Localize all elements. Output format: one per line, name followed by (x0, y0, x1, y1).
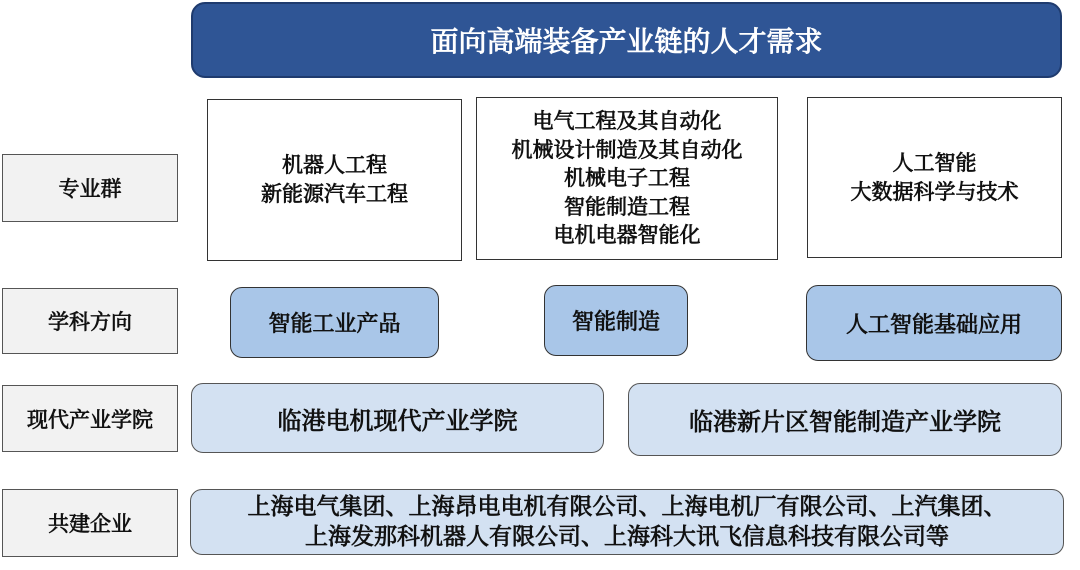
group-box-3 (807, 97, 1062, 258)
enterprise-line: 上海电气集团、上海昂电电机有限公司、上海电机厂有限公司、上汽集团、 (247, 494, 1007, 520)
group-2-line: 机械电子工程 (564, 166, 690, 191)
group-box-1 (207, 99, 462, 261)
title-banner (191, 2, 1062, 78)
group-1-line: 机器人工程 (282, 153, 387, 177)
group-box-2 (476, 97, 778, 260)
group-1-line: 新能源汽车工程 (261, 182, 408, 206)
direction-pill-3: 人工智能基础应用 (806, 285, 1062, 361)
direction-pill-1: 智能工业产品 (230, 287, 439, 358)
row-label-groups: 专业群 (2, 154, 178, 222)
row-label-colleges: 现代产业学院 (2, 385, 178, 452)
row-label-directions: 学科方向 (2, 288, 178, 354)
row-label-enterprises: 共建企业 (2, 489, 178, 557)
diagram-title: 面向高端装备产业链的人才需求 (430, 25, 823, 58)
college-box-2: 临港新片区智能制造产业学院 (628, 383, 1062, 456)
group-2-line: 机械设计制造及其自动化 (511, 137, 743, 162)
group-2-line: 电气工程及其自动化 (532, 109, 722, 134)
enterprise-line: 上海发那科机器人有限公司、上海科大讯飞信息科技有限公司等 (305, 524, 949, 550)
group-2-line: 电机电器智能化 (553, 223, 701, 248)
direction-pill-2: 智能制造 (544, 285, 688, 356)
college-box-1: 临港电机现代产业学院 (191, 383, 604, 453)
group-3-line: 人工智能 (892, 150, 977, 175)
group-2-line: 智能制造工程 (564, 194, 690, 219)
enterprise-box (190, 489, 1064, 555)
group-3-line: 大数据科学与技术 (850, 179, 1019, 204)
